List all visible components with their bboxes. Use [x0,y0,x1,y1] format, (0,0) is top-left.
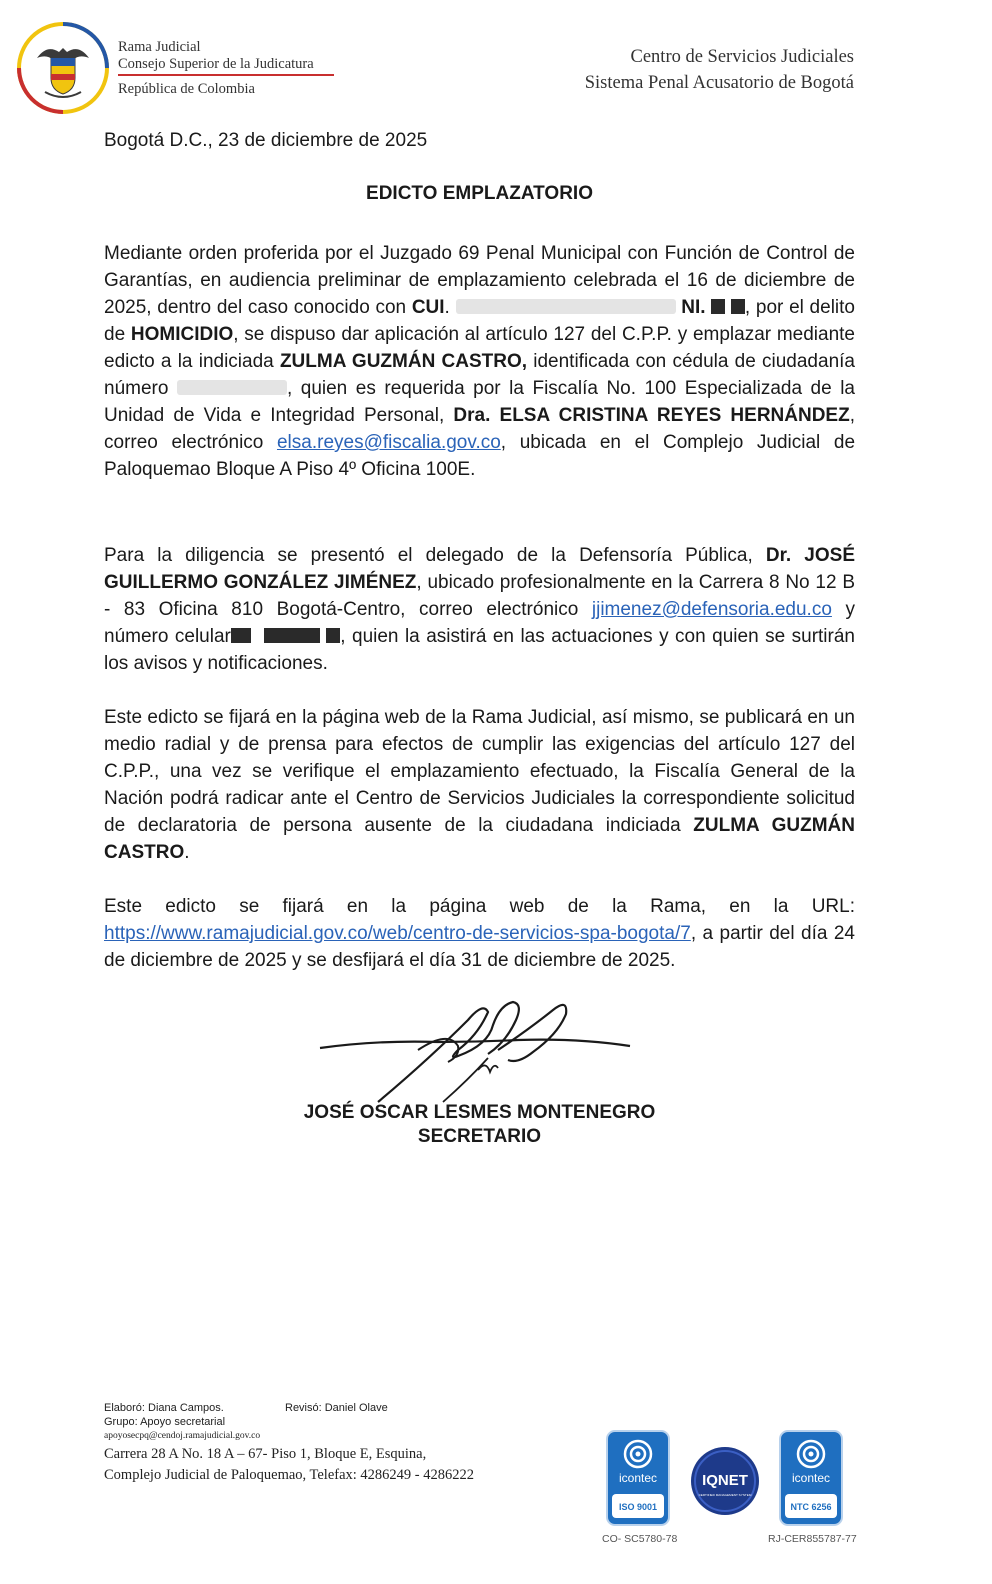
icontec-badge-icon [606,1430,670,1526]
iqnet-badge [690,1446,760,1521]
document-title: EDICTO EMPLAZATORIO [366,183,593,204]
redacted-phone-3 [326,628,340,643]
iqnet-badge-icon [690,1446,760,1516]
p1-text-1b: . [444,297,450,318]
cert-1-brand: icontec [618,1471,658,1485]
cert-2-brand: IQNET [702,1472,748,1489]
redacted-ni-2 [731,299,745,314]
accused-name-2: ZULMA GUZMÁN CASTRO [104,815,855,863]
cert-1-standard: ISO 9001 [618,1502,658,1512]
document-date: Bogotá D.C., 23 de diciembre de 2025 [104,130,428,151]
paragraph-1 [104,240,855,483]
p3-text-2: . [184,842,190,863]
handwritten-signature [318,990,638,1105]
institution-line2: Consejo Superior de la Judicatura [118,56,314,72]
p1-text-4b: , quien es requerida por la Fiscalía No. 100 Especializada de la Unidad de Vida e Integridad Personal, [104,378,855,426]
cert-1-code: CO- SC5780-78 [602,1533,678,1545]
p4-text-2: , a partir del día 24 de diciembre de 2025 y se desfijará el día 31 de diciembre de 2025. [104,923,855,971]
icontec-ntc6256-badge [779,1430,843,1531]
p1-text-5: , correo electrónico [104,405,855,453]
institution-block [118,39,334,98]
p2-text-2: , ubicado profesionalmente en la Carrera 8 No 12 B - 83 Oficina 810 Bogotá-Centro, correo electrónico [104,572,855,620]
footer-credits [104,1401,388,1443]
colombia-coat-of-arms-logo [17,22,109,114]
redacted-phone-1 [231,628,251,643]
crime-name: HOMICIDIO [130,324,234,345]
prosecutor-email-link[interactable]: elsa.reyes@fiscalia.gov.co [276,432,501,453]
defender-email-link[interactable]: jjimenez@defensoria.edu.co [591,599,832,620]
footer-address-line1: Carrera 28 A No. 18 A – 67- Piso 1, Bloque E, Esquina, [104,1446,427,1462]
cui-label: CUI [411,297,445,318]
accused-name: ZULMA GUZMÁN CASTRO, [279,351,528,372]
p1-text-2: , por el delito de [104,297,855,345]
cert-3-code: RJ-CER855787-77 [768,1533,857,1545]
center-name [585,44,854,96]
footer-elaboro: Elaboró: Diana Campos. [104,1402,224,1414]
footer-reviso: Revisó: Daniel Olave [285,1402,388,1414]
p4-text-1: Este edicto se fijará en la página web de la Rama, en la URL: [104,896,855,917]
prosecutor-name: Dra. ELSA CRISTINA REYES HERNÁNDEZ [453,405,850,426]
publication-url-link[interactable]: https://www.ramajudicial.gov.co/web/centro-de-servicios-spa-bogota/7 [104,923,691,944]
paragraph-2 [104,542,855,677]
center-line1: Centro de Servicios Judiciales [630,47,854,67]
p2-text-4: , quien la asistirá en las actuaciones y con quien se surtirán los avisos y notificaciones. [104,626,855,674]
p2-text-3: y número celular [104,599,855,647]
cert-3-brand: icontec [791,1471,831,1485]
paragraph-4 [104,893,855,974]
ni-label: NI. [681,297,706,318]
defender-name: Dr. JOSÉ GUILLERMO GONZÁLEZ JIMÉNEZ [104,545,855,593]
institution-divider [118,74,334,76]
signer-block [104,1101,855,1149]
footer-grupo: Grupo: Apoyo secretarial [104,1416,226,1428]
redacted-ni-1 [711,299,725,314]
p1-text-6: , ubicada en el Complejo Judicial de Paloquemao Bloque A Piso 4º Oficina 100E. [104,432,856,480]
p1-text-3: , se dispuso dar aplicación al artículo 127 del C.P.P. y emplazar mediante edicto a la indiciada [104,324,855,372]
icontec-badge-icon-2 [779,1430,843,1526]
signer-name: JOSÉ OSCAR LESMES MONTENEGRO [303,1102,656,1123]
redacted-phone-2 [264,628,320,643]
institution-line3: República de Colombia [118,81,255,97]
footer-address [104,1444,474,1486]
p1-text-4: identificada con cédula de ciudadanía número [104,351,855,399]
redacted-id-number [177,380,287,395]
footer-address-line2: Complejo Judicial de Paloquemao, Telefax: 4286249 - 4286222 [104,1467,475,1483]
institution-line1: Rama Judicial [118,39,201,55]
p2-text-1: Para la diligencia se presentó el delegado de la Defensoría Pública, [104,545,766,566]
cert-3-standard: NTC 6256 [790,1502,832,1512]
cert-2-standard: CERTIFIED MANAGEMENT SYSTEM [698,1493,752,1497]
footer-email: apoyosecpq@cendoj.ramajudicial.gov.co [104,1431,261,1441]
paragraph-3 [104,704,855,866]
p1-text-1: Mediante orden proferida por el Juzgado 69 Penal Municipal con Función de Control de Garantías, en audiencia preliminar de emplazamiento celebrada el 16 de diciembre de 2025, dentro del caso conocido con [104,243,855,318]
center-line2: Sistema Penal Acusatorio de Bogotá [584,73,854,93]
icontec-iso9001-badge [606,1430,670,1531]
redacted-cui [456,299,676,314]
p3-text-1: Este edicto se fijará en la página web de la Rama Judicial, así mismo, se publicará en un medio radial y de prensa para efectos de cumplir las exigencias del artículo 127 del C.P.P., una vez se verifique el emplazamiento efectuado, la Fiscalía General de la Nación podrá radicar ante el Centro de Servicios Judiciales la correspondiente solicitud de declaratoria de persona ausente de la ciudadana indiciada [104,707,855,836]
signer-role: SECRETARIO [417,1126,542,1147]
